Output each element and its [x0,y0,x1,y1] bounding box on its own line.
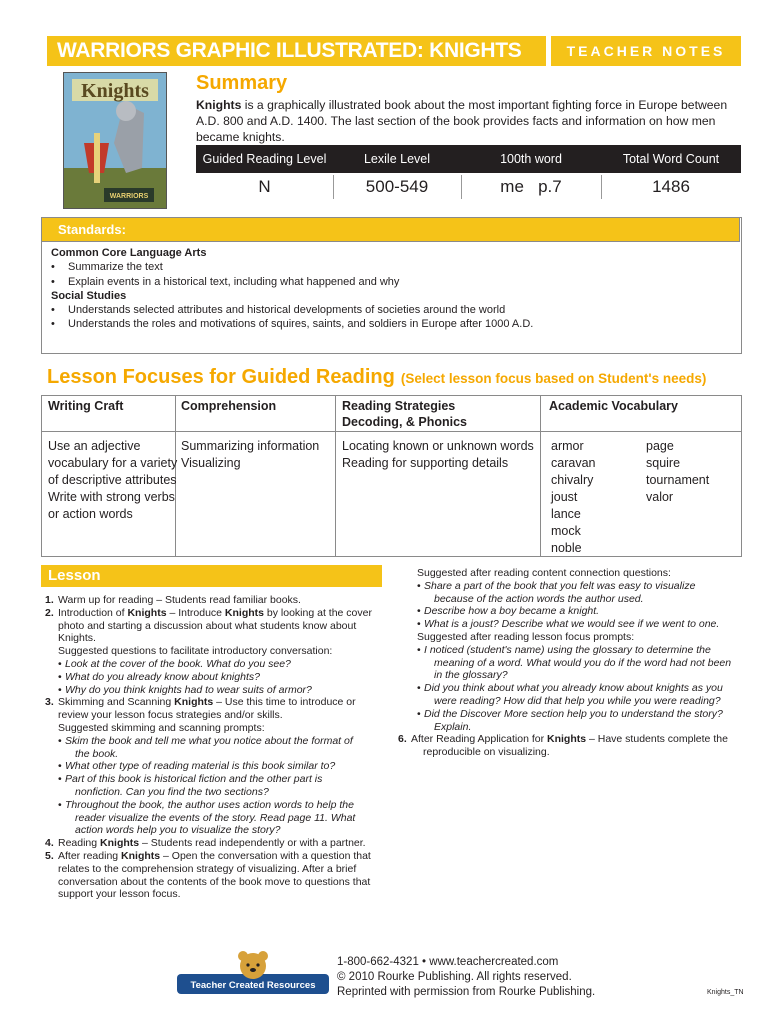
list-item: Summarizing information [181,439,320,453]
step-text: Skimming and Scanning Knights – Use this time to introduce or review your lesson focus strategies and/or skills. [58,696,356,722]
summary-body: is a graphically illustrated book about the most important fighting force in Europe between A.D. 800 and A.D. 1400. The last section of the book provides facts and information on how men became knights. [196,98,728,144]
footer-copyright: © 2010 Rourke Publishing. All rights reserved. [337,971,572,983]
question-continuation: action words help you to visualize the story? [75,824,281,837]
cover-title: Knights [81,80,149,102]
lexile-level-header: Lexile Level [363,152,430,166]
vocabulary-column-1 [551,438,595,557]
list-item: Reading for supporting details [342,456,509,470]
teacher-created-resources-logo [177,950,329,996]
lesson-focus-title: Lesson Focuses for Guided Reading [47,366,395,388]
teacher-notes-label: TEACHER NOTES [566,43,726,59]
standards-content [51,246,533,332]
lesson-step [45,594,375,607]
step-text: Reading Knights – Students read independently or with a partner. [58,837,366,850]
prompt-label: Suggested after reading content connection questions: [417,567,671,579]
lesson-focus-table [41,395,742,557]
cover-series: WARRIORS [109,193,149,200]
prompt-label: Suggested after reading lesson focus prompts: [417,630,635,643]
lesson-step [45,837,375,850]
question-item: • Share a part of the book that you felt was easy to visualize [417,579,696,592]
vocab-word: tournament [646,473,710,487]
reading-level-values [196,173,741,201]
summary-text [196,97,741,145]
question-item: • Did the Discover More section help you to understand the story? [417,707,723,720]
question-item: • Throughout the book, the author uses action words to help the [58,798,354,811]
step-number: 4. [45,837,54,850]
table-divider [335,396,336,556]
step-text: Introduction of Knights – Introduce Knights by looking at the cover photo and starting a discussion about what students know about Knights. [58,606,372,645]
reading-strategies-cell [342,438,534,472]
question-continuation: the book. [75,747,119,760]
standard-item: • Understands the roles and motivations of squires, saints, and soldiers in Europe after 1000 A.D. [51,317,533,331]
lesson-focus-heading [47,366,706,389]
question-item: • What do you already know about knights? [58,670,260,683]
writing-craft-cell [48,438,177,523]
lesson-step [45,607,375,645]
list-item: Write with strong verbs [48,490,175,504]
guided-reading-level-value: N [258,177,271,196]
prompt-label: Suggested questions to facilitate introductory conversation: [58,645,333,658]
vocab-word: caravan [551,456,596,470]
comprehension-cell [181,438,319,472]
teacher-notes-bar [551,36,741,66]
question-item: • Skim the book and tell me what you notice about the format of [58,734,353,747]
vocab-word: joust [551,490,578,504]
total-word-count-value: 1486 [652,177,690,196]
total-word-count-header: Total Word Count [622,152,720,166]
list-item: Visualizing [181,456,241,470]
question-continuation: Explain. [434,720,472,733]
comprehension-header: Comprehension [181,399,277,413]
question-item: • Describe how a boy became a knight. [417,605,600,618]
step-continuation: reproducible on visualizing. [423,746,550,759]
question-item: • Why do you think knights had to wear suits of armor? [58,683,312,696]
lesson-heading: Lesson [48,567,101,584]
lexile-level-value: 500-549 [365,177,429,196]
vocab-word: noble [551,541,582,555]
standard-group-title: Social Studies [51,289,127,302]
step-number: 2. [45,606,54,619]
lesson-step [45,696,375,722]
vocabulary-column-2 [646,438,709,506]
lesson-steps-right [398,567,744,759]
list-item: Locating known or unknown words [342,439,534,453]
hundredth-word-header: 100th word [500,152,562,166]
question-continuation: reader visualize the events of the story. Read page 11. What [75,811,356,824]
lesson-steps-left [45,594,375,901]
table-divider [540,396,541,556]
question-item: • Look at the cover of the book. What do you see? [58,657,291,670]
vocab-word: squire [646,456,681,470]
vocab-word: valor [646,490,674,504]
standards-heading: Standards: [58,222,126,237]
list-item: or action words [48,507,133,521]
vocab-word: page [646,439,674,453]
summary-book-title: Knights [196,98,242,112]
summary-heading: Summary [196,72,288,94]
question-item: • What other type of reading material is this book similar to? [58,760,336,773]
question-item: • What is a joust? Describe what we would see if we went to one. [417,618,720,631]
footer-permission: Reprinted with permission from Rourke Publishing. [337,986,596,998]
footer-info [337,955,595,1000]
list-item: vocabulary for a variety [48,456,178,470]
table-divider [42,431,741,432]
reading-strategies-header-line1: Reading Strategies [342,399,456,413]
guided-reading-level-header: Guided Reading Level [202,152,327,166]
step-number: 6. [398,733,407,746]
reading-strategies-header [342,398,467,430]
standard-group-title: Common Core Language Arts [51,247,207,259]
footer-contact: 1-800-662-4321 • www.teachercreated.com [337,956,559,968]
question-continuation: meaning of a word. What would you do if the word had not been [434,656,732,669]
document-code: Knights_TN [707,989,744,996]
vocab-word: armor [551,439,584,453]
vocab-word: mock [551,524,581,538]
question-item: • I noticed (student's name) using the glossary to determine the [417,643,711,656]
step-text: After Reading Application for Knights – Have students complete the [411,733,728,746]
question-continuation: were reading? How did that help you while you were reading? [434,694,721,707]
standards-bar [41,217,740,242]
lesson-step [398,733,744,746]
page-title: WARRIORS GRAPHIC ILLUSTRATED: KNIGHTS [57,39,522,62]
list-item: Use an adjective [48,439,141,453]
writing-craft-header: Writing Craft [48,399,124,413]
list-item: of descriptive attributes [48,473,177,487]
lesson-bar [41,565,382,587]
title-bar [47,36,546,66]
step-number: 5. [45,849,54,862]
lesson-step [45,850,375,901]
reading-strategies-header-line2: Decoding, & Phonics [342,415,468,429]
question-continuation: because of the action words the author used. [434,592,644,605]
question-continuation: in the glossary? [434,669,508,682]
hundredth-word-value: me p.7 [500,177,562,196]
standard-item: • Explain events in a historical text, including what happened and why [51,275,533,289]
prompt-label: Suggested skimming and scanning prompts: [58,721,265,734]
academic-vocabulary-header: Academic Vocabulary [549,399,678,413]
step-number: 3. [45,696,54,709]
standard-item: • Summarize the text [51,260,533,274]
reading-level-header [196,145,741,173]
vocab-word: lance [551,507,581,521]
lesson-focus-note: (Select lesson focus based on Student's needs) [400,371,707,386]
book-cover-image [63,72,167,209]
logo-text: Teacher Created Resources [190,980,316,991]
vocab-word: chivalry [551,473,594,487]
standard-item: • Understands selected attributes and historical developments of societies around the world [51,303,533,317]
question-item: • Did you think about what you already know about knights as you [417,682,723,695]
step-number: 1. [45,594,54,606]
question-continuation: nonfiction. Can you find the two sections? [75,785,269,798]
step-text: Warm up for reading – Students read familiar books. [58,594,301,606]
question-item: • Part of this book is historical fiction and the other part is [58,773,323,786]
step-text: After reading Knights – Open the conversation with a question that relates to the comprehension strategy of visualizing. After a brief conversation about the contents of the book move to questions that support your lesson focus. [58,849,371,901]
